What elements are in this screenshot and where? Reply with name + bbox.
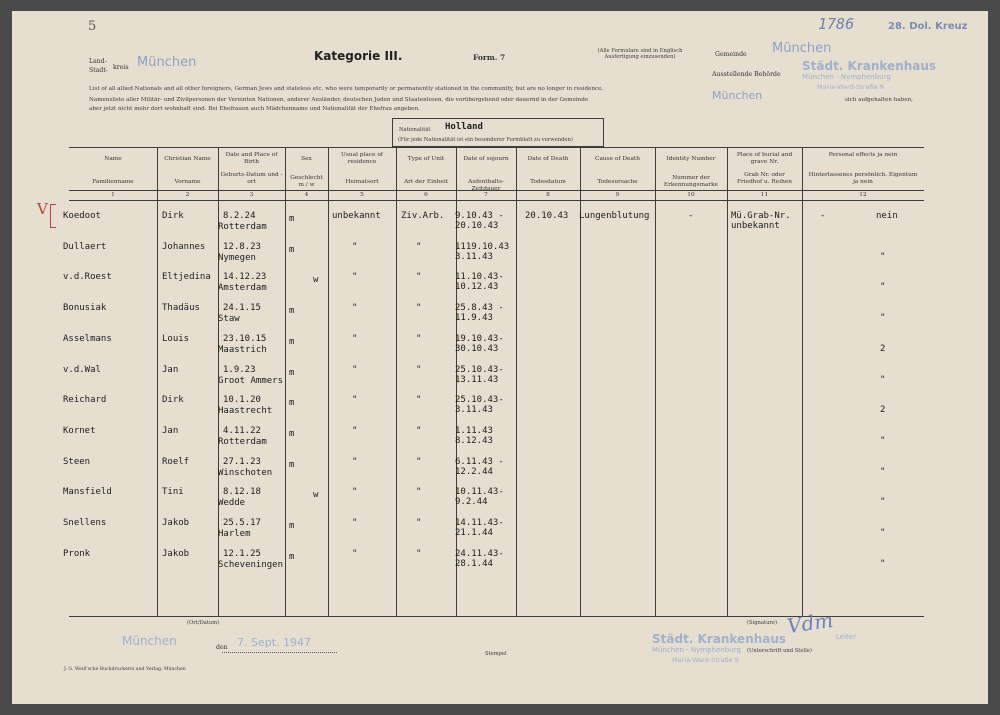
signature-suffix: Leiter bbox=[836, 633, 856, 641]
cell-sex: w bbox=[313, 490, 319, 501]
col-number-8: 8 bbox=[546, 192, 550, 198]
cell-cause-of-death: Lungenblutung bbox=[579, 211, 650, 221]
cell-first-name: Dirk bbox=[162, 395, 184, 406]
col-header-de-10: Nummer der Erkennungsmarke bbox=[663, 175, 719, 188]
page-number: 5 bbox=[88, 19, 97, 34]
cell-first-name: Jan bbox=[162, 364, 179, 375]
cell-unit: " bbox=[416, 487, 422, 498]
footer-stamp-l1: Städt. Krankenhaus bbox=[652, 632, 787, 646]
cell-effects-nein: " bbox=[880, 282, 886, 293]
cell-residence: " bbox=[352, 333, 358, 344]
check-mark: V bbox=[37, 200, 48, 218]
col-divider bbox=[157, 147, 158, 616]
col-header-de-2: Vorname bbox=[174, 179, 201, 185]
cell-residence: " bbox=[352, 548, 358, 559]
col-header-en-3: Date and Place of Birth bbox=[225, 152, 278, 165]
footer-stamp-l2: München - Nymphenburg bbox=[652, 646, 741, 654]
cell-sojourn-end: 3.11.43 bbox=[455, 405, 493, 416]
col-divider bbox=[285, 147, 286, 616]
cell-unit: " bbox=[416, 456, 422, 467]
kreis-value: München bbox=[137, 55, 197, 70]
cell-sojourn-start: 25.10.43- bbox=[455, 395, 504, 406]
cell-effects-nein: " bbox=[880, 374, 886, 385]
cell-sojourn-end: 20.10.43 bbox=[455, 221, 499, 231]
col-divider bbox=[516, 147, 517, 616]
cell-effects-nein: " bbox=[880, 313, 886, 324]
cell-sojourn-start: 25.10.43- bbox=[455, 364, 504, 375]
cell-name: Kornet bbox=[63, 425, 96, 436]
cell-birth-date: 4.11.22 bbox=[223, 425, 261, 436]
nationality-box bbox=[392, 118, 604, 147]
cell-sojourn-end: 12.2.44 bbox=[455, 466, 493, 477]
cell-birth-place: Groot Ammers bbox=[218, 375, 284, 386]
cell-sojourn-end: 9.2.44 bbox=[455, 497, 488, 508]
cell-birth-place: Scheveningen bbox=[218, 559, 284, 570]
cell-residence: " bbox=[352, 487, 358, 498]
col-header-en-10: Identity Number bbox=[666, 156, 716, 162]
cell-sex: w bbox=[313, 275, 319, 286]
cell-effects-ja: - bbox=[820, 211, 826, 221]
cell-residence: " bbox=[352, 303, 358, 314]
cell-sojourn-start: 25.8.43 - bbox=[455, 303, 504, 314]
document-page bbox=[12, 11, 988, 704]
cell-sojourn-end: 10.12.43 bbox=[455, 282, 499, 293]
behoerde-stamp: Städt. Krankenhaus bbox=[802, 59, 937, 73]
col-header-de-6: Art der Einheit bbox=[403, 179, 449, 185]
table-number-divider bbox=[69, 200, 924, 201]
cell-unit: " bbox=[416, 272, 422, 283]
cell-residence: " bbox=[352, 272, 358, 283]
date-value: 7. Sept. 1947 bbox=[237, 636, 312, 649]
cell-date-of-death: 20.10.43 bbox=[525, 211, 569, 221]
cell-first-name: Thadäus bbox=[162, 303, 200, 314]
col-number-9: 9 bbox=[615, 192, 620, 198]
cell-sojourn-start: 14.11.43- bbox=[455, 518, 504, 528]
cell-sojourn-end: 30.10.43 bbox=[455, 343, 499, 354]
stadt-label: Stadt- bbox=[89, 67, 108, 74]
cell-unit: " bbox=[416, 395, 422, 406]
col-number-3: 3 bbox=[249, 192, 254, 198]
col-header-de-5: Heimatsort bbox=[345, 179, 379, 185]
col-header-de-8: Todesdatum bbox=[530, 179, 566, 185]
cell-sex: m bbox=[289, 306, 295, 317]
form-label: Form. 7 bbox=[473, 53, 506, 62]
intro-line-1: List of all allied Nationals and all other foreigners, German Jews and stateless etc. who were temporarily or permanently stationed in the community, but are no longer in residence. bbox=[89, 86, 604, 92]
cell-residence: " bbox=[352, 395, 358, 406]
stamp-id: 1786 bbox=[818, 15, 855, 33]
col-divider bbox=[328, 147, 329, 616]
cell-birth-place: Rotterdam bbox=[218, 436, 267, 447]
behoerde-label: Ausstellende Behörde bbox=[712, 71, 781, 78]
cell-sojourn-end: 13.11.43 bbox=[455, 374, 499, 385]
cell-birth-date: 10.1.20 bbox=[223, 395, 261, 406]
intro-line-3: aber jetzt nicht mehr dort wohnhaft sind. Bei Ehefrauen auch Mädchenname und Nationalität der Ehefrau angeben. bbox=[89, 106, 420, 112]
cell-sojourn-start: 24.11.43- bbox=[455, 548, 504, 559]
cell-birth-place: Winschoten bbox=[218, 467, 273, 478]
col-header-en-2: Christian Name bbox=[164, 156, 211, 162]
cell-name: v.d.Wal bbox=[63, 364, 101, 375]
col-header-de-12: Hinterlassenes persönlich. Eigentum ja nein bbox=[808, 172, 918, 185]
col-header-en-1: Name bbox=[104, 156, 122, 162]
cell-residence: " bbox=[352, 456, 358, 467]
table-top-border bbox=[69, 147, 924, 148]
cell-name: Mansfield bbox=[63, 487, 112, 498]
cell-residence: " bbox=[352, 241, 358, 252]
nationality-note: (Für jede Nationalität ist ein besonderer Formblatt zu verwenden) bbox=[398, 137, 573, 143]
form-title: Kategorie III. bbox=[314, 49, 403, 63]
cell-birth-date: 12.1.25 bbox=[223, 548, 261, 559]
cell-unit: Ziv.Arb. bbox=[401, 211, 445, 221]
cell-sojourn-end: 8.12.43 bbox=[455, 435, 493, 446]
col-header-de-3: Geburts-Datum und -ort bbox=[220, 172, 283, 185]
cell-sojourn-start: 11.10.43- bbox=[455, 272, 504, 283]
cell-sex: m bbox=[289, 214, 295, 224]
col-number-12: 12 bbox=[859, 192, 867, 198]
cell-birth-date: 1.9.23 bbox=[223, 364, 256, 375]
cell-effects-nein: 2 bbox=[880, 405, 886, 416]
nationality-value: Holland bbox=[445, 122, 483, 132]
cell-birth-place: Haastrecht bbox=[218, 406, 273, 417]
cell-birth-place: Harlem bbox=[218, 529, 251, 539]
cell-identity-number: - bbox=[688, 211, 694, 221]
col-header-de-9: Todesursache bbox=[597, 179, 638, 185]
cell-birth-date: 25.5.17 bbox=[223, 518, 261, 528]
cell-effects-nein: " bbox=[880, 251, 886, 262]
cell-birth-date: 27.1.23 bbox=[223, 456, 261, 467]
cell-name: Steen bbox=[63, 456, 91, 467]
cell-effects-nein: " bbox=[880, 497, 886, 508]
col-number-4: 4 bbox=[304, 192, 309, 198]
cell-birth-place: Nymegen bbox=[218, 252, 256, 263]
cell-unit: " bbox=[416, 548, 422, 559]
footer-stamp-l3: Maria-Ward-Straße 9 bbox=[672, 656, 739, 664]
col-header-en-12: Personal effects ja nein bbox=[828, 152, 898, 158]
cell-first-name: Jakob bbox=[162, 548, 190, 559]
cell-birth-place: Maastrich bbox=[218, 344, 267, 355]
cell-effects-nein: " bbox=[880, 558, 886, 569]
col-header-de-11: Grab Nr. oder Friedhof u. Reihen bbox=[737, 172, 792, 185]
cell-sex: m bbox=[289, 521, 295, 531]
cell-sojourn-start: 10.11.43- bbox=[455, 487, 504, 498]
check-bracket bbox=[50, 204, 56, 228]
col-divider bbox=[396, 147, 397, 616]
cell-first-name: Dirk bbox=[162, 211, 184, 221]
cell-sojourn-start: 19.10.43- bbox=[455, 333, 504, 344]
cell-name: v.d.Roest bbox=[63, 272, 112, 283]
cell-sojourn-end: 11.9.43 bbox=[455, 313, 493, 324]
cell-residence: " bbox=[352, 364, 358, 375]
stempel-label: Stempel bbox=[485, 651, 507, 657]
col-number-11: 11 bbox=[760, 192, 769, 198]
cell-sex: m bbox=[289, 336, 295, 347]
date-line bbox=[222, 652, 337, 653]
cell-name: Bonusiak bbox=[63, 303, 107, 314]
col-number-10: 10 bbox=[687, 192, 695, 198]
cell-effects-nein: nein bbox=[876, 211, 898, 221]
cell-sojourn-end: 3.11.43 bbox=[455, 251, 493, 262]
cell-sex: m bbox=[289, 244, 295, 255]
cell-sojourn-start: 9.10.43 - bbox=[455, 211, 504, 221]
signature: Vdm bbox=[785, 607, 835, 639]
cell-birth-date: 8.12.18 bbox=[223, 487, 261, 498]
cell-birth-place: Wedde bbox=[218, 498, 246, 509]
cell-birth-date: 12.8.23 bbox=[223, 241, 261, 252]
printer-note: J. G. Weiß'sche Buchdruckerei und Verlag, München bbox=[64, 667, 186, 672]
cell-unit: " bbox=[416, 425, 422, 436]
intro-line-2: Namensliste aller Militär- und Zivilpersonen der Vereinten Nationen, anderer Ausländer, deutschen Juden und Staatenlosen, die vorübergehend oder dauernd in der Gemeinde bbox=[89, 97, 589, 103]
signature-label: (Signature) bbox=[747, 620, 777, 626]
form-note: (Alle Formulare sind in Englisch Ausfertigung einzusenden) bbox=[597, 48, 683, 60]
cell-first-name: Johannes bbox=[162, 241, 206, 252]
cell-effects-nein: " bbox=[880, 466, 886, 477]
cell-birth-place: Rotterdam bbox=[218, 222, 267, 232]
cell-residence: " bbox=[352, 518, 358, 528]
col-header-en-4: Sex bbox=[301, 156, 312, 162]
kreis-label: kreis bbox=[113, 64, 129, 71]
col-number-5: 5 bbox=[360, 192, 364, 198]
col-divider bbox=[727, 147, 728, 616]
cell-sex: m bbox=[289, 367, 295, 378]
cell-residence: unbekannt bbox=[332, 211, 381, 221]
col-header-de-7: Aufenthalts-Zeitdauer bbox=[468, 179, 504, 192]
col-number-1: 1 bbox=[111, 192, 115, 198]
cell-sex: m bbox=[289, 398, 295, 409]
land-label: Land- bbox=[89, 58, 107, 65]
col-number-7: 7 bbox=[484, 192, 488, 198]
place-label: (Ort/Datum) bbox=[187, 620, 220, 626]
behoerde-stamp-l3: Maria-Ward-Straße 9 bbox=[817, 83, 884, 91]
cell-unit: " bbox=[416, 364, 422, 375]
cell-sojourn-end: 21.1.44 bbox=[455, 528, 493, 538]
gemeinde-label: Gemeinde bbox=[715, 51, 747, 58]
cell-unit: " bbox=[416, 333, 422, 344]
cell-effects-nein: " bbox=[880, 528, 886, 538]
cell-sojourn-start: 6.11.43 - bbox=[455, 456, 504, 467]
cell-name: Asselmans bbox=[63, 333, 112, 344]
cell-name: Pronk bbox=[63, 548, 91, 559]
cell-burial-grave: unbekannt bbox=[731, 221, 780, 231]
behoerde-stamp-l2: München - Nymphenburg bbox=[802, 73, 891, 81]
col-header-en-9: Cause of Death bbox=[595, 156, 640, 162]
cell-first-name: Louis bbox=[162, 333, 190, 344]
col-header-en-5: Usual place of residence bbox=[341, 152, 383, 165]
col-header-en-8: Date of Death bbox=[527, 156, 569, 162]
cell-effects-nein: 2 bbox=[880, 343, 886, 354]
cell-sex: m bbox=[289, 428, 295, 439]
nationality-label: Nationalität bbox=[399, 127, 431, 133]
cell-birth-place: Amsterdam bbox=[218, 283, 267, 294]
cell-name: Snellens bbox=[63, 518, 107, 528]
gemeinde-value: München bbox=[772, 41, 832, 56]
cell-first-name: Tini bbox=[162, 487, 184, 498]
col-number-6: 6 bbox=[424, 192, 428, 198]
den-label: den bbox=[216, 644, 228, 651]
cell-birth-date: 23.10.15 bbox=[223, 333, 267, 344]
cell-name: Dullaert bbox=[63, 241, 107, 252]
cell-unit: " bbox=[416, 303, 422, 314]
col-header-en-11: Place of burial and grave Nr. bbox=[736, 152, 793, 165]
cell-sex: m bbox=[289, 551, 295, 562]
col-number-2: 2 bbox=[185, 192, 190, 198]
col-header-en-6: Type of Unit bbox=[407, 156, 445, 162]
cell-name: Koedoot bbox=[63, 211, 101, 221]
cell-first-name: Jan bbox=[162, 425, 179, 436]
intro-city: München bbox=[712, 89, 763, 102]
stamp-corner: 28. Dol. Kreuz bbox=[888, 21, 968, 32]
col-header-en-7: Date of sojourn bbox=[463, 156, 509, 162]
signature-de: (Unterschrift und Stelle) bbox=[747, 648, 812, 654]
cell-first-name: Roelf bbox=[162, 456, 190, 467]
cell-sojourn-end: 28.1.44 bbox=[455, 558, 493, 569]
cell-first-name: Eltjedina bbox=[162, 272, 211, 283]
cell-first-name: Jakob bbox=[162, 518, 190, 528]
col-header-de-1: Familienname bbox=[92, 179, 134, 185]
cell-effects-nein: " bbox=[880, 435, 886, 446]
cell-residence: " bbox=[352, 425, 358, 436]
col-header-de-4: Geschlecht m / w bbox=[290, 175, 323, 188]
cell-sojourn-start: 1.11.43 bbox=[455, 425, 493, 436]
cell-birth-date: 24.1.15 bbox=[223, 303, 261, 314]
cell-unit: " bbox=[416, 518, 422, 528]
intro-line-2b: sich aufgehalten haben, bbox=[845, 97, 913, 103]
cell-birth-date: 8.2.24 bbox=[223, 211, 256, 221]
col-divider bbox=[802, 147, 803, 616]
cell-name: Reichard bbox=[63, 395, 107, 406]
cell-sojourn-start: 1119.10.43 bbox=[455, 241, 510, 252]
cell-unit: " bbox=[416, 241, 422, 252]
cell-birth-date: 14.12.23 bbox=[223, 272, 267, 283]
cell-birth-place: Staw bbox=[218, 314, 240, 325]
col-divider bbox=[655, 147, 656, 616]
cell-burial-place: Mü.Grab-Nr. bbox=[731, 211, 791, 221]
place-value: München bbox=[122, 634, 177, 648]
cell-sex: m bbox=[289, 459, 295, 470]
